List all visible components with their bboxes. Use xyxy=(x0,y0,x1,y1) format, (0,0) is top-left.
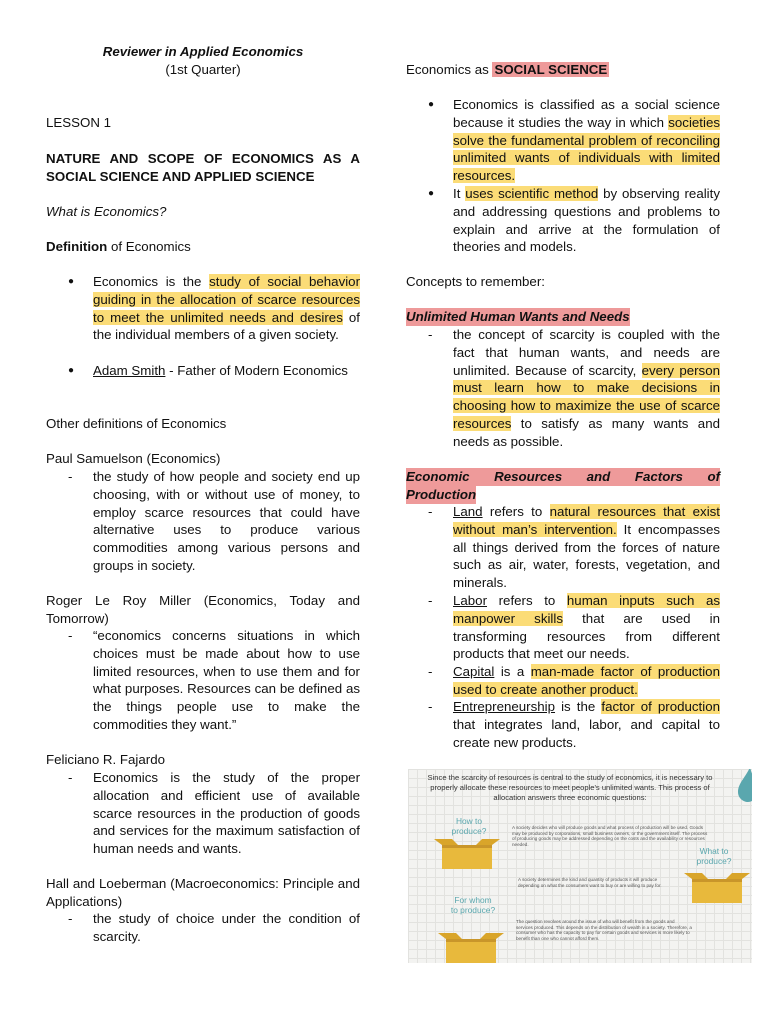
for-whom-description: The question revolves around the issue of who will benefit from the goods and services produced. This depends on the distribution of wealth in a society. Therefore, a consumer who has the capacity to pay for certain goods and services is more likely to benefit than one who cannot afford them. xyxy=(516,919,692,941)
term-capital: Capital xyxy=(453,664,495,679)
text-segment: to satisfy as many wants and needs as possible. xyxy=(453,415,720,449)
hall-name: Hall and Loeberman (Macroeconomics: Principle and Applications) xyxy=(46,876,360,909)
unlimited-wants-heading: Unlimited Human Wants and Needs xyxy=(406,309,630,324)
text-segment: that integrates land, labor, and capital to create new products. xyxy=(453,716,720,750)
text-segment: Economics is the xyxy=(93,274,210,289)
social-science-bullet-1 xyxy=(406,96,720,186)
question-what-to-produce: What to produce? xyxy=(696,846,732,866)
text-segment: is a xyxy=(494,664,531,679)
document-subtitle: (1st Quarter) xyxy=(165,62,241,77)
text-segment: It xyxy=(453,186,466,201)
fajardo-item xyxy=(46,769,360,861)
dash-marker: - xyxy=(428,699,433,714)
bullet-text xyxy=(93,362,360,380)
highlighted-text: societies solve the fundamental problem of reconciling unlimited wants of individuals with limited resources. xyxy=(453,114,720,184)
land-item xyxy=(406,503,720,593)
text-segment: that are used in transforming resources from different products that meet our needs. xyxy=(453,610,720,662)
samuelson-name: Paul Samuelson (Economics) xyxy=(46,451,221,466)
highlighted-text: uses scientific method xyxy=(465,186,599,201)
fajardo-name: Feliciano R. Fajardo xyxy=(46,752,165,767)
concepts-heading: Concepts to remember: xyxy=(406,274,545,289)
box-icon xyxy=(438,933,504,963)
definition-rest: of Economics xyxy=(107,239,191,254)
lesson-heading-line1: NATURE AND SCOPE OF ECONOMICS AS A xyxy=(46,151,360,166)
social-science-label: SOCIAL SCIENCE xyxy=(494,62,608,77)
bullet-dot: ● xyxy=(68,276,75,287)
land-text xyxy=(453,503,720,592)
text-segment: Economics as xyxy=(406,62,493,77)
document-title: Reviewer in Applied Economics xyxy=(102,44,304,59)
bullet-dot: ● xyxy=(428,188,435,199)
labor-text xyxy=(453,592,720,663)
definition-heading xyxy=(46,238,191,256)
samuelson-text: the study of how people and society end up choosing, with or without use of money, to employ scarce resources that could have alternative uses to produce various commodities among various persons and groups in society. xyxy=(93,469,360,573)
bullet-text xyxy=(453,185,720,256)
text-segment: refers to xyxy=(482,504,550,519)
text-segment: It encompasses all things derived from the forces of nature such as air, water, forests, vegetation, and minerals. xyxy=(453,521,720,591)
social-science-heading xyxy=(406,61,609,79)
entrepreneurship-text xyxy=(453,698,720,751)
adam-smith-name: Adam Smith xyxy=(93,363,166,378)
bullet-text xyxy=(93,273,360,344)
text-segment: is the xyxy=(555,699,602,714)
resources-heading-line2: Production xyxy=(406,487,477,502)
lesson-heading-line2: SOCIAL SCIENCE AND APPLIED SCIENCE xyxy=(46,169,315,184)
capital-item xyxy=(406,663,720,699)
highlighted-text: factor of production xyxy=(601,699,720,714)
bullet-dot: ● xyxy=(68,365,75,376)
lesson-label: LESSON 1 xyxy=(46,115,112,130)
term-land: Land xyxy=(453,504,483,519)
water-drop-icon xyxy=(736,769,752,803)
labor-item xyxy=(406,592,720,664)
text-segment: by observing reality and addressing questions and problems to explain and arrive at the formulation of theories and models. xyxy=(453,186,720,255)
how-to-produce-description: A society decides who will produce goods and what process of production will be used. Goods may be produced by corporations, small business owners, or the government itself. The process of producing goods may be addressed depending on the costs and the availability or resources needed. xyxy=(512,825,708,847)
hall-item xyxy=(46,910,360,950)
social-science-bullet-2 xyxy=(406,185,720,259)
dash-marker: - xyxy=(428,504,433,519)
text-segment: refers to xyxy=(487,593,567,608)
highlighted-text: human inputs such as manpower skills xyxy=(453,593,720,626)
definition-bold: Definition xyxy=(46,239,108,254)
economic-questions-infographic xyxy=(408,769,752,963)
resources-heading-text: Economic Resources and Factors of xyxy=(406,469,720,484)
dash-marker: - xyxy=(68,911,73,926)
box-icon xyxy=(434,839,500,869)
miller-text: “economics concerns situations in which choices must be made about how to use limited resources, when to use them and for what purposes. Resources can be defined as the things people use to make the commodities they want.” xyxy=(93,628,360,732)
hall-text: the study of choice under the condition of scarcity. xyxy=(93,911,360,944)
highlighted-text: man-made factor of production used to create another product. xyxy=(453,664,720,697)
samuelson-item xyxy=(46,468,360,578)
term-labor: Labor xyxy=(453,593,488,608)
entrepreneurship-item xyxy=(406,698,720,752)
miller-name: Roger Le Roy Miller (Economics, Today and Tomorrow) xyxy=(46,593,360,626)
bullet-dot: ● xyxy=(428,99,435,110)
question-for-whom-to-produce: For whom to produce? xyxy=(450,895,496,915)
dash-marker: - xyxy=(68,770,73,785)
text-segment: Economics is classified as a social science because it studies the way in which xyxy=(453,97,720,130)
unlimited-wants-text xyxy=(453,326,720,451)
dash-marker: - xyxy=(428,327,433,342)
highlighted-text: study of social behavior guiding in the allocation of scarce resources to meet the unlimited needs and desires xyxy=(93,274,360,325)
question-heading: What is Economics? xyxy=(46,204,167,219)
dash-marker: - xyxy=(428,664,433,679)
text-segment: of the individual members of a given society. xyxy=(93,309,360,343)
highlighted-text: every person must learn how to make decisions in choosing how to maximize the use of scarce resources xyxy=(453,362,720,431)
fajardo-text: Economics is the study of the proper allocation and efficient use of available scarce resources in the production of goods and services for the maximum satisfaction of human needs and wants. xyxy=(93,770,360,857)
dash-marker: - xyxy=(68,628,73,643)
definition-bullet-2 xyxy=(46,362,360,398)
miller-item xyxy=(46,627,360,737)
resources-heading-line1 xyxy=(406,468,720,486)
infographic-title: Since the scarcity of resources is central to the study of economics, it is necessary to properly allocate these resources to meet people's unlimited wants. This process of allocation answers three economic questions: xyxy=(427,773,713,802)
text-segment: - Father of Modern Economics xyxy=(165,363,348,378)
bullet-text xyxy=(453,96,720,185)
definition-bullet-1 xyxy=(46,273,360,363)
term-entrepreneurship: Entrepreneurship xyxy=(453,699,556,714)
other-definitions-heading: Other definitions of Economics xyxy=(46,416,227,431)
text-segment: the concept of scarcity is coupled with the fact that human wants, and needs are unlimited. Because of scarcity, xyxy=(453,327,720,378)
unlimited-wants-item xyxy=(406,326,720,452)
dash-marker: - xyxy=(428,593,433,608)
dash-marker: - xyxy=(68,469,73,484)
highlighted-text: natural resources that exist without man’s intervention. xyxy=(453,504,720,537)
question-how-to-produce: How to produce? xyxy=(451,816,487,836)
capital-text xyxy=(453,663,720,699)
box-icon xyxy=(684,873,750,903)
what-to-produce-description: A society determines the kind and quantity of products it will produce depending on what the consumers want to buy or are willing to pay for. xyxy=(518,877,662,888)
